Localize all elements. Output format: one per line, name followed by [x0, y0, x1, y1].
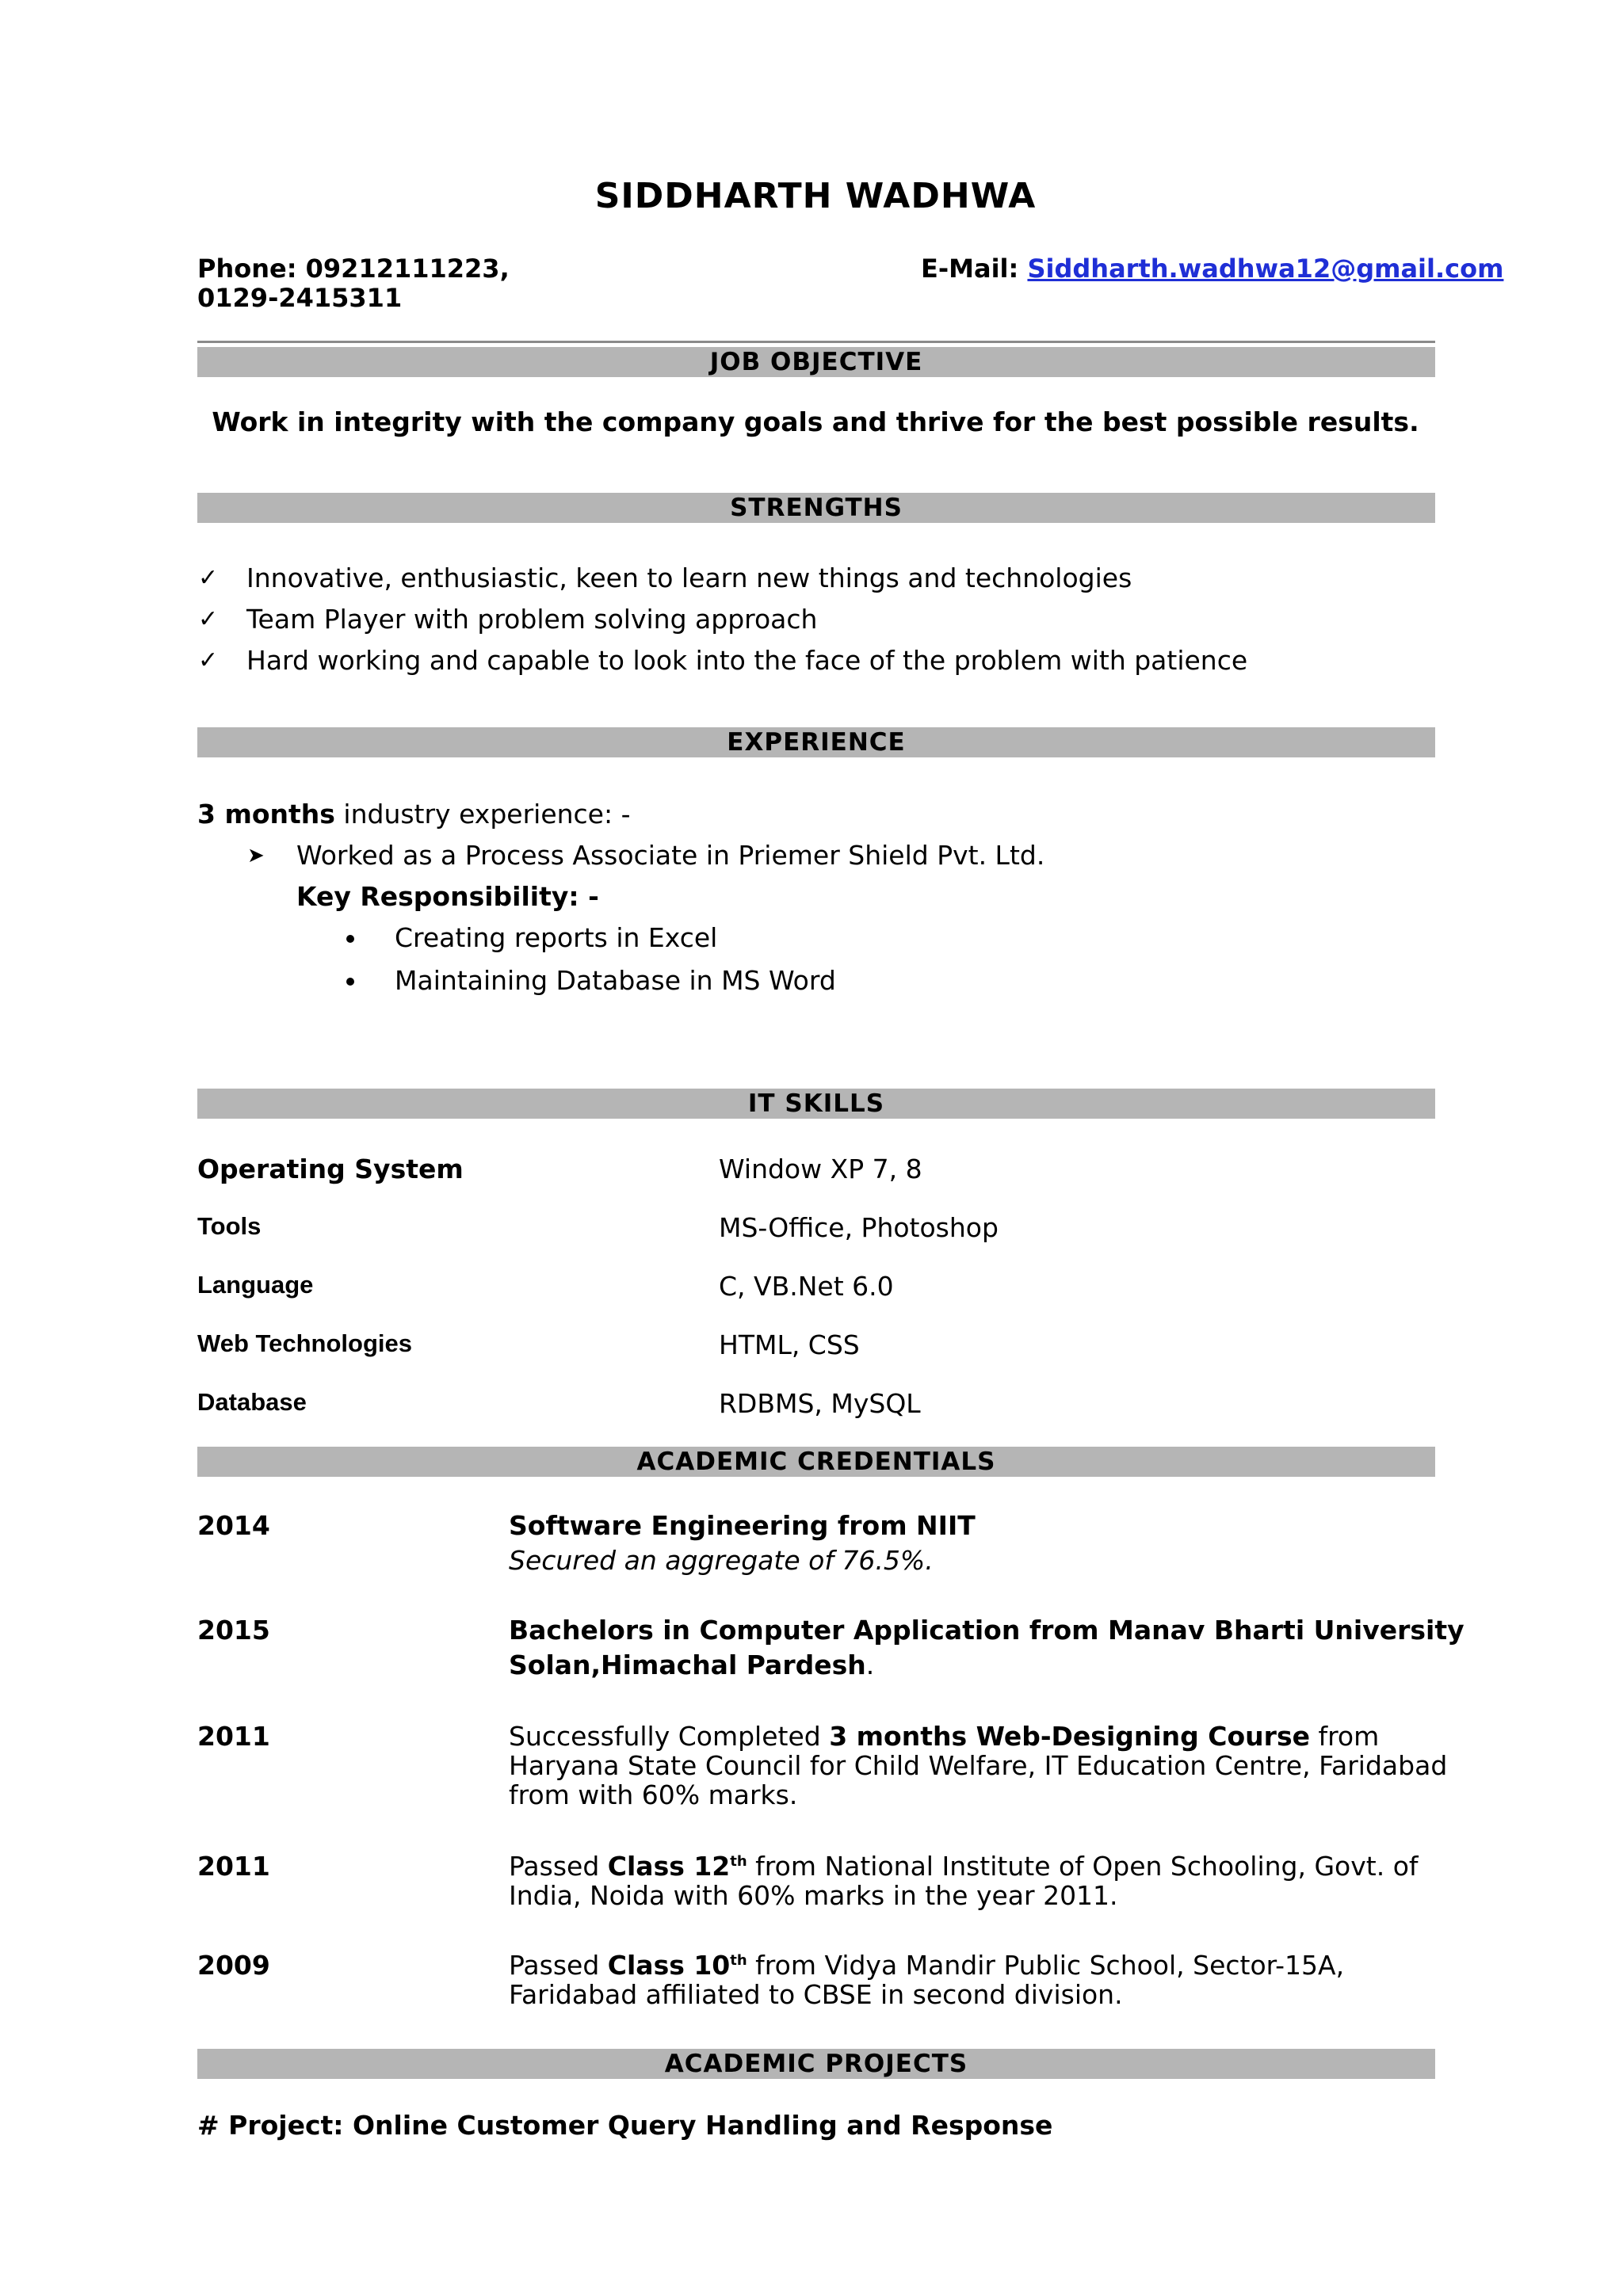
candidate-name: SIDDHARTH WADHWA [594, 176, 1037, 216]
job-objective-text: Work in integrity with the company goals and thrive for the best possible results. [212, 406, 1419, 437]
credential-text: Successfully Completed 3 months Web-Designing Course from [509, 1721, 1380, 1752]
credential-year: 2014 [197, 1510, 270, 1541]
skill-value: RDBMS, MySQL [719, 1388, 921, 1419]
section-bar-it-skills [197, 1089, 1435, 1119]
credential-year: 2011 [197, 1721, 270, 1752]
section-bar-academic-credentials [197, 1447, 1435, 1477]
checkmark-icon: ✓ [198, 564, 219, 592]
experience-intro-text: industry experience: - [334, 799, 631, 830]
arrow-bullet-icon: ➤ [247, 844, 265, 868]
project-title: # Project: Online Customer Query Handling and Response [197, 2110, 1053, 2141]
section-heading: ACADEMIC PROJECTS [664, 2050, 968, 2078]
top-rule [197, 341, 1435, 343]
credential-text: Passed Class 10th from Vidya Mandir Public School, Sector-15A, [509, 1950, 1345, 1981]
credential-year: 2015 [197, 1615, 270, 1646]
skill-value: C, VB.Net 6.0 [719, 1271, 894, 1302]
key-responsibility-label: Key Responsibility: - [296, 881, 599, 912]
checkmark-icon: ✓ [198, 646, 219, 674]
credential-year: 2009 [197, 1950, 270, 1981]
experience-role: Worked as a Process Associate in Priemer Shield Pvt. Ltd. [296, 840, 1045, 871]
credential-text-line3: from with 60% marks. [509, 1779, 798, 1810]
credential-title-line2: Solan,Himachal Pardesh. [509, 1650, 875, 1680]
responsibility-item: Creating reports in Excel [395, 922, 718, 953]
credential-title: Bachelors in Computer Application from Manav Bharti University [509, 1615, 1465, 1646]
email-label: E-Mail: [921, 254, 1019, 284]
section-heading: JOB OBJECTIVE [709, 348, 923, 376]
phone-line [197, 254, 510, 284]
responsibility-item: Maintaining Database in MS Word [395, 965, 836, 996]
strength-item: Hard working and capable to look into the face of the problem with patience [246, 645, 1248, 676]
credential-text-line2: Faridabad affiliated to CBSE in second division. [509, 1979, 1123, 2010]
skill-label: Web Technologies [197, 1329, 412, 1357]
strength-item: Innovative, enthusiastic, keen to learn new things and technologies [246, 563, 1132, 593]
credential-text-line2: India, Noida with 60% marks in the year 2011. [509, 1880, 1118, 1911]
section-bar-job-objective [197, 347, 1435, 377]
phone-primary: 09212111223, [305, 254, 510, 284]
credential-detail: Secured an aggregate of 76.5%. [509, 1545, 934, 1576]
skill-value: Window XP 7, 8 [719, 1154, 922, 1184]
email-link[interactable]: Siddharth.wadhwa12@gmail.com [1027, 254, 1504, 284]
email-line [921, 254, 1503, 284]
credential-title: Software Engineering from NIIT [509, 1510, 976, 1541]
bullet-icon [346, 935, 354, 943]
section-heading: EXPERIENCE [727, 728, 906, 757]
skill-label: Operating System [197, 1154, 464, 1184]
skill-label: Database [197, 1388, 307, 1416]
section-bar-academic-projects [197, 2049, 1435, 2079]
credential-year: 2011 [197, 1851, 270, 1882]
skill-value: MS-Office, Photoshop [719, 1212, 999, 1243]
experience-duration: 3 months [197, 799, 335, 830]
phone-label: Phone: [197, 254, 297, 284]
skill-label: Language [197, 1271, 314, 1299]
skill-value: HTML, CSS [719, 1329, 860, 1360]
phone-secondary: 0129-2415311 [197, 283, 403, 313]
experience-intro [197, 799, 631, 830]
section-bar-experience [197, 727, 1435, 757]
bullet-icon [346, 978, 354, 986]
section-bar-strengths [197, 493, 1435, 523]
credential-text-line2: Haryana State Council for Child Welfare, IT Education Centre, Faridabad [509, 1750, 1448, 1781]
section-heading: ACADEMIC CREDENTIALS [636, 1447, 996, 1476]
skill-label: Tools [197, 1212, 262, 1240]
strength-item: Team Player with problem solving approach [246, 604, 818, 635]
credential-text: Passed Class 12th from National Institute of Open Schooling, Govt. of [509, 1851, 1419, 1882]
section-heading: STRENGTHS [730, 494, 903, 522]
section-heading: IT SKILLS [747, 1089, 885, 1118]
checkmark-icon: ✓ [198, 605, 219, 633]
